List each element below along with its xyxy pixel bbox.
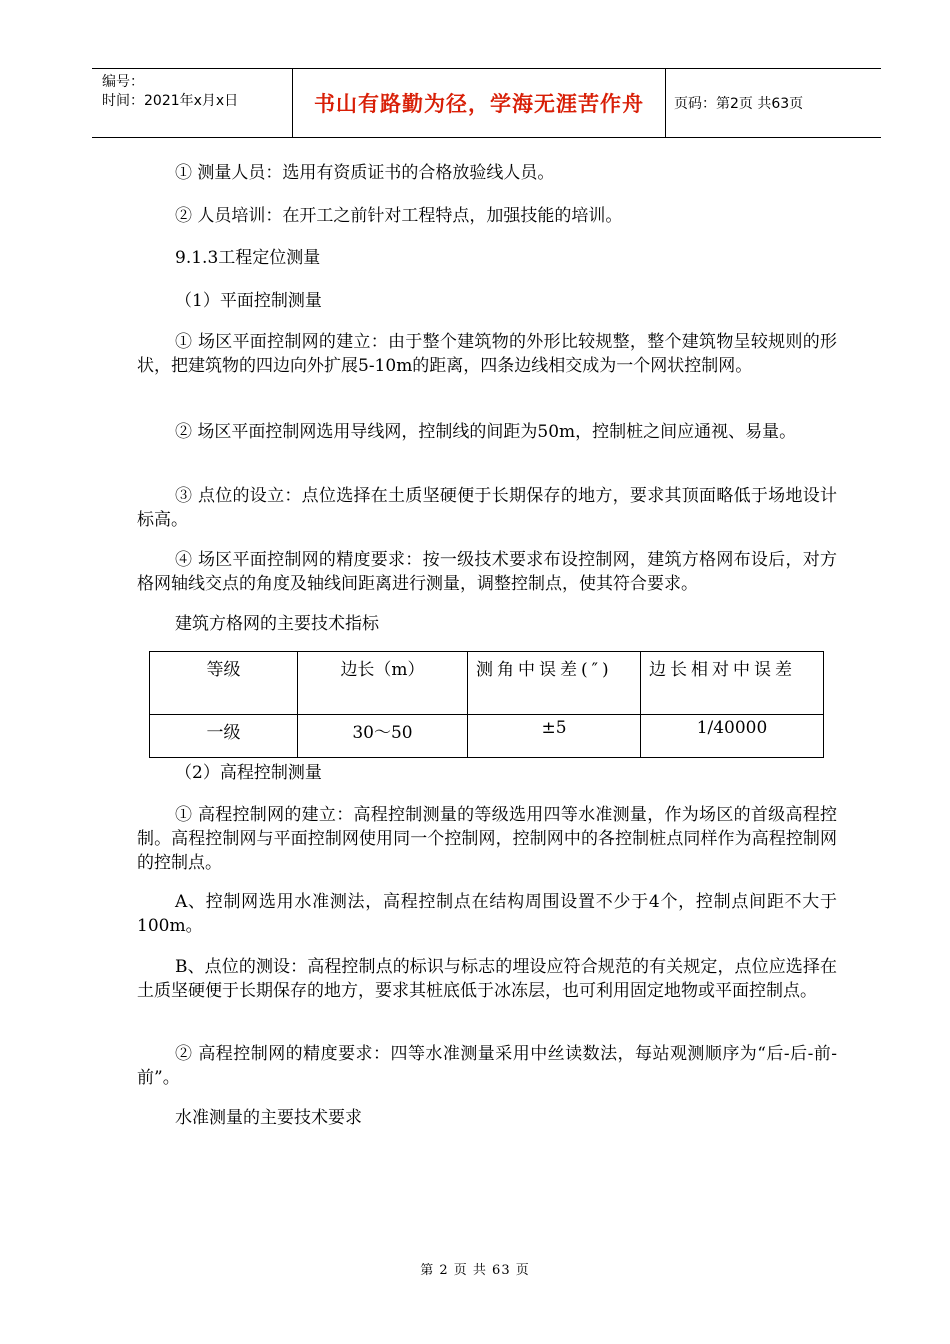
number-label: 编号： xyxy=(102,74,144,90)
subsection-heading: （2）高程控制测量 xyxy=(175,763,322,783)
table-cell: 30～50 xyxy=(298,715,468,758)
table-caption: 建筑方格网的主要技术指标 xyxy=(175,614,379,634)
grid-spec-table xyxy=(149,651,824,758)
table-row xyxy=(150,715,824,758)
section-heading: 9.1.3工程定位测量 xyxy=(175,248,321,268)
paragraph: B、点位的测设：高程控制点的标识与标志的埋设应符合规范的有关规定，点位应选择在土质坚硬便于长期保存的地方，要求其桩底低于冰冻层，也可利用固定地物或平面控制点。 xyxy=(137,957,837,1001)
table-cell: 1/40000 xyxy=(641,715,824,758)
header-motto: 书山有路勤为径，学海无涯苦作舟 xyxy=(314,92,644,116)
paragraph: ① 高程控制网的建立：高程控制测量的等级选用四等水准测量，作为场区的首级高程控制。高程控制网与平面控制网使用同一个控制网，控制网中的各控制桩点同样作为高程控制网的控制点。 xyxy=(137,805,837,873)
table-header-cell: 边长相对中误差 xyxy=(641,652,824,715)
paragraph: ① 场区平面控制网的建立：由于整个建筑物的外形比较规整，整个建筑物呈较规则的形状，把建筑物的四边向外扩展5-10m的距离，四条边线相交成为一个网状控制网。 xyxy=(137,332,837,376)
paragraph: ② 场区平面控制网选用导线网，控制线的间距为50m，控制桩之间应通视、易量。 xyxy=(175,422,797,442)
table-cell: ±5 xyxy=(468,715,641,758)
table-header-cell: 等级 xyxy=(150,652,298,715)
header-meta xyxy=(102,73,238,111)
paragraph: ④ 场区平面控制网的精度要求：按一级技术要求布设控制网，建筑方格网布设后，对方格网轴线交点的角度及轴线间距离进行测量，调整控制点，使其符合要求。 xyxy=(137,550,837,594)
table-header-row xyxy=(150,652,824,715)
paragraph: ② 高程控制网的精度要求：四等水准测量采用中丝读数法，每站观测顺序为“后-后-前-前”。 xyxy=(137,1044,837,1088)
page-header xyxy=(92,68,881,138)
table-cell: 一级 xyxy=(150,715,298,758)
paragraph: ① 测量人员：选用有资质证书的合格放验线人员。 xyxy=(175,163,555,183)
paragraph: ② 人员培训：在开工之前针对工程特点，加强技能的培训。 xyxy=(175,206,623,226)
subsection-heading: （1）平面控制测量 xyxy=(175,291,322,311)
time-label: 时间：2021年x月x日 xyxy=(102,93,239,109)
section-caption: 水准测量的主要技术要求 xyxy=(175,1108,362,1128)
paragraph: ③ 点位的设立：点位选择在土质坚硬便于长期保存的地方，要求其顶面略低于场地设计标高。 xyxy=(137,486,837,530)
table-header-cell: 测角中误差(″) xyxy=(468,652,641,715)
table-header-cell: 边长（m） xyxy=(298,652,468,715)
paragraph: A、控制网选用水准测法，高程控制点在结构周围设置不少于4个，控制点间距不大于100m。 xyxy=(137,892,837,936)
header-page-label: 页码：第2页 共63页 xyxy=(674,96,804,112)
page-footer: 第 2 页 共 63 页 xyxy=(420,1263,530,1278)
header-divider xyxy=(665,69,666,137)
